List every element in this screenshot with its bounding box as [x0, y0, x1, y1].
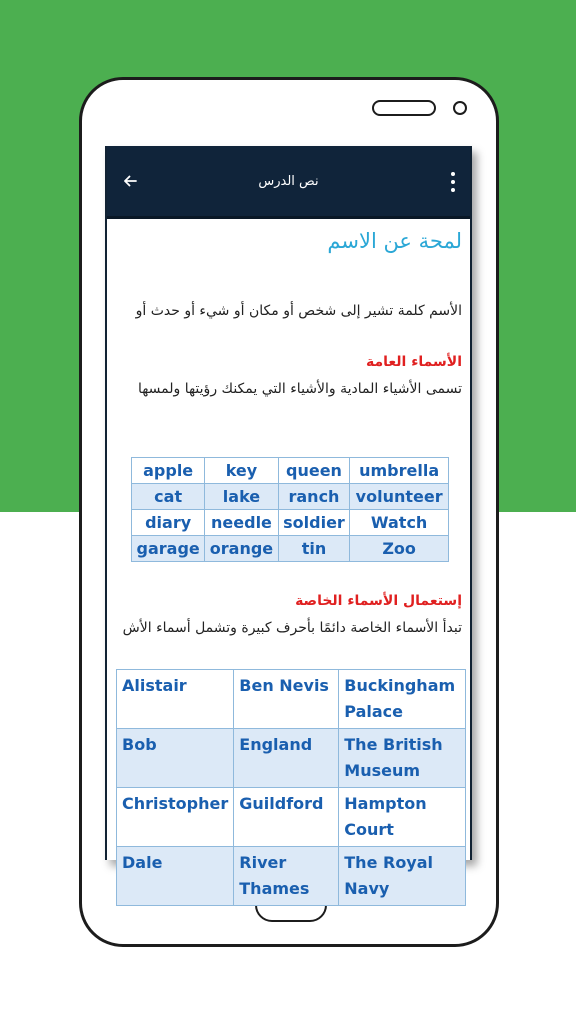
- table-cell: England: [234, 729, 339, 788]
- table-cell: lake: [205, 484, 278, 510]
- table-cell: Alistair: [117, 670, 234, 729]
- proper-nouns-title: إستعمال الأسماء الخاصة: [295, 593, 462, 609]
- table-cell: tin: [278, 536, 350, 562]
- common-nouns-text: تسمى الأشياء المادية والأشياء التي يمكنك رؤيتها ولمسها: [137, 381, 462, 397]
- table-cell: key: [205, 458, 278, 484]
- page-title: نص الدرس: [258, 174, 319, 189]
- table-cell: cat: [132, 484, 205, 510]
- table-cell: queen: [278, 458, 350, 484]
- common-nouns-title: الأسماء العامة: [365, 354, 462, 370]
- table-cell: Buckingham Palace: [339, 670, 466, 729]
- table-row: [132, 536, 449, 562]
- table-row: [132, 484, 449, 510]
- table-cell: Dale: [117, 847, 234, 906]
- table-row: [117, 670, 466, 729]
- table-cell: needle: [205, 510, 278, 536]
- table-cell: Hampton Court: [339, 788, 466, 847]
- table-cell: garage: [132, 536, 205, 562]
- table-cell: orange: [205, 536, 278, 562]
- table-cell: River Thames: [234, 847, 339, 906]
- table-cell: Watch: [350, 510, 449, 536]
- more-vert-icon[interactable]: [448, 172, 458, 196]
- lesson-content[interactable]: [107, 219, 470, 898]
- table-cell: umbrella: [350, 458, 449, 484]
- table-cell: apple: [132, 458, 205, 484]
- table-cell: Guildford: [234, 788, 339, 847]
- app-bar: [107, 146, 470, 219]
- intro-text: الأسم كلمة تشير إلى شخص أو مكان أو شيء أو حدث أو: [135, 303, 462, 319]
- table-row: [132, 510, 449, 536]
- table-cell: Christopher: [117, 788, 234, 847]
- speaker-slot: [372, 100, 436, 116]
- table-cell: ranch: [278, 484, 350, 510]
- phone-screen: [105, 146, 472, 898]
- table-cell: The Royal Navy: [339, 847, 466, 906]
- table-cell: volunteer: [350, 484, 449, 510]
- lesson-heading: لمحة عن الاسم: [327, 229, 462, 253]
- table-cell: Bob: [117, 729, 234, 788]
- common-nouns-table: [131, 457, 449, 562]
- table-cell: Zoo: [350, 536, 449, 562]
- proper-nouns-text: تبدأ الأسماء الخاصة دائمًا بأحرف كبيرة وتشمل أسماء الأش: [122, 620, 462, 636]
- table-cell: diary: [132, 510, 205, 536]
- table-cell: Ben Nevis: [234, 670, 339, 729]
- camera-icon: [453, 101, 467, 115]
- table-row: [117, 788, 466, 847]
- table-row: [117, 847, 466, 906]
- table-row: [117, 729, 466, 788]
- table-cell: The British Museum: [339, 729, 466, 788]
- proper-nouns-table: [116, 669, 466, 906]
- table-row: [132, 458, 449, 484]
- table-cell: soldier: [278, 510, 350, 536]
